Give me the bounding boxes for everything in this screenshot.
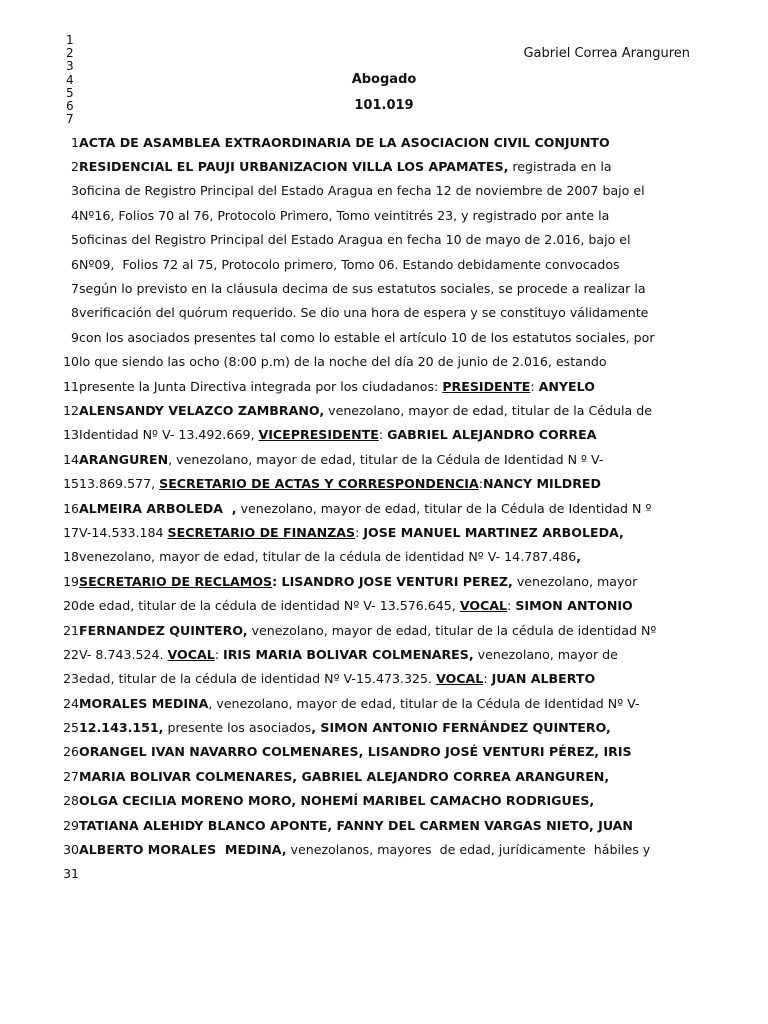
line-number: 21 [63, 622, 79, 638]
role-label: SECRETARIO DE ACTAS Y CORRESPONDENCIA [159, 476, 479, 492]
bold-text: IRIS MARIA BOLIVAR COLMENARES, [223, 646, 474, 662]
text-segment: con los asociados presentes tal como lo estable el artículo 10 de los estatutos sociales, por [79, 329, 655, 345]
line-number: 20 [63, 598, 79, 614]
text-line [60, 667, 690, 691]
header-line-number: 1 [66, 33, 74, 47]
registration-number: 101.019 [354, 98, 414, 113]
header-line-number: 3 [66, 59, 74, 74]
line-text [79, 427, 690, 442]
text-segment: : [214, 646, 224, 662]
text-line [60, 228, 690, 252]
document-body [60, 130, 690, 886]
line-number: 29 [63, 817, 79, 833]
bold-text: RESIDENCIAL EL PAUJI URBANIZACION VILLA LOS APAMATES, [79, 159, 509, 175]
line-text [79, 208, 690, 223]
bold-text: JOSE MANUEL MARTINEZ ARBOLEDA, [363, 524, 624, 540]
text-line [60, 325, 690, 349]
text-segment: según lo previsto en la cláusula decima de sus estatutos sociales, se procede a realizar la [79, 281, 646, 297]
line-number: 11 [63, 378, 79, 394]
line-text [79, 354, 690, 369]
text-line [60, 423, 690, 447]
line-text [79, 671, 690, 686]
line-text [79, 257, 690, 272]
line-number: 10 [63, 354, 79, 370]
bold-text: 12.143.151, [79, 720, 164, 736]
bold-text: , [576, 549, 582, 565]
text-segment: venezolanos, mayores de edad, jurídicamente hábiles y [286, 842, 651, 858]
bold-text: ANYELO [538, 378, 595, 394]
text-segment: Nº16, Folios 70 al 76, Protocolo Primero, Tomo veintitrés 23, y registrado por ante la [79, 207, 610, 223]
text-segment: Identidad Nº V- 13.492.669, [79, 427, 259, 443]
line-number: 23 [63, 671, 79, 687]
line-text [79, 452, 690, 467]
header-line-number: 5 [66, 85, 74, 100]
text-segment: V- 8.743.524. [79, 646, 168, 662]
text-line [60, 837, 690, 861]
bold-text: ACTA DE ASAMBLEA EXTRAORDINARIA DE LA ASOCIACION CIVIL CONJUNTO [79, 134, 610, 150]
bold-text: MORALES MEDINA [79, 695, 209, 711]
line-text [79, 232, 690, 247]
text-line [60, 618, 690, 642]
line-text [79, 379, 690, 394]
text-line [60, 642, 690, 666]
line-text [79, 793, 690, 808]
line-number: 24 [63, 695, 79, 711]
text-line [60, 715, 690, 739]
line-text [79, 476, 690, 491]
text-segment: registrada en la [508, 159, 612, 175]
header-line-number: 6 [66, 98, 74, 113]
line-text [79, 525, 690, 540]
text-segment: presente los asociados [163, 720, 312, 736]
text-segment: , venezolano, mayor de edad, titular de la Cédula de Identidad N º V- [168, 451, 604, 467]
text-line [60, 301, 690, 325]
line-number: 17 [63, 524, 79, 540]
text-segment: 13.869.577, [79, 476, 160, 492]
line-number: 5 [71, 232, 79, 248]
line-number: 6 [71, 256, 79, 272]
line-text [79, 598, 690, 613]
bold-text: FERNANDEZ QUINTERO, [79, 622, 248, 638]
text-line [60, 252, 690, 276]
bold-text: ORANGEL IVAN NAVARRO COLMENARES, LISANDRO JOSÉ VENTURI PÉREZ, IRIS [79, 744, 632, 760]
text-line [60, 179, 690, 203]
text-segment: verificación del quórum requerido. Se dio una hora de espera y se constituyo válidamente [79, 305, 649, 321]
text-line [60, 130, 690, 154]
line-text [79, 696, 690, 711]
role-label: SECRETARIO DE RECLAMOS [79, 573, 273, 589]
line-number: 16 [63, 500, 79, 516]
line-text [79, 842, 690, 857]
line-text [79, 720, 690, 735]
text-segment: : [478, 476, 483, 492]
text-line [60, 862, 690, 886]
text-segment: de edad, titular de la cédula de identidad Nº V- 13.576.645, [79, 598, 460, 614]
text-segment: venezolano, mayor de edad, titular de la cédula de identidad Nº [247, 622, 657, 638]
line-text [79, 744, 690, 759]
text-line [60, 593, 690, 617]
text-segment: venezolano, mayor [512, 573, 638, 589]
line-number: 12 [63, 402, 79, 418]
line-text [79, 403, 690, 418]
text-line [60, 154, 690, 178]
line-number: 4 [71, 207, 79, 223]
bold-text: NANCY MILDRED [482, 476, 601, 492]
line-number: 30 [63, 842, 79, 858]
line-number: 15 [63, 476, 79, 492]
line-text [79, 183, 690, 198]
role-label: VOCAL [436, 671, 484, 687]
text-line [60, 203, 690, 227]
text-segment: : [378, 427, 388, 443]
line-text [79, 647, 690, 662]
text-segment: : [355, 524, 364, 540]
line-number: 28 [63, 793, 79, 809]
text-line [60, 740, 690, 764]
line-text [79, 135, 690, 150]
line-text [79, 281, 690, 296]
text-line [60, 545, 690, 569]
text-line [60, 569, 690, 593]
bold-text: GABRIEL ALEJANDRO CORREA [387, 427, 597, 443]
line-number: 13 [63, 427, 79, 443]
line-text [79, 549, 690, 564]
role-label: PRESIDENTE [442, 378, 531, 394]
text-line [60, 447, 690, 471]
bold-text: TATIANA ALEHIDY BLANCO APONTE, FANNY DEL CARMEN VARGAS NIETO, JUAN [79, 817, 633, 833]
author-name: Gabriel Correa Aranguren [523, 46, 690, 61]
text-segment: : [507, 598, 516, 614]
text-line [60, 789, 690, 813]
text-line [60, 813, 690, 837]
bold-text: ALMEIRA ARBOLEDA , [79, 500, 237, 516]
line-number: 31 [63, 866, 79, 882]
text-segment: venezolano, mayor de edad, titular de la cédula de identidad Nº V- 14.787.486 [79, 549, 577, 565]
header-line-number: 4 [66, 72, 74, 87]
text-line [60, 764, 690, 788]
role-label: VICEPRESIDENTE [258, 427, 379, 443]
text-line [60, 374, 690, 398]
text-line [60, 691, 690, 715]
bold-text: ALENSANDY VELAZCO ZAMBRANO, [79, 402, 325, 418]
text-segment: edad, titular de la cédula de identidad Nº V-15.473.325. [79, 671, 437, 687]
bold-text: ALBERTO MORALES MEDINA, [79, 842, 287, 858]
text-segment: Nº09, Folios 72 al 75, Protocolo primero, Tomo 06. Estando debidamente convocados [79, 256, 620, 272]
line-number: 22 [63, 646, 79, 662]
line-number: 3 [71, 183, 79, 199]
line-number: 1 [71, 134, 79, 150]
text-segment: venezolano, mayor de edad, titular de la Cédula de [324, 402, 652, 418]
line-text [79, 818, 690, 833]
header-line-number: 7 [66, 112, 74, 127]
role-label: VOCAL [459, 598, 508, 614]
line-text [79, 305, 690, 320]
bold-text: MARIA BOLIVAR COLMENARES, GABRIEL ALEJANDRO CORREA ARANGUREN, [79, 768, 610, 784]
text-segment: venezolano, mayor de edad, titular de la Cédula de Identidad N º [236, 500, 652, 516]
text-segment: presente la Junta Directiva integrada por los ciudadanos: [79, 378, 443, 394]
role-label: VOCAL [167, 646, 215, 662]
line-number: 2 [71, 159, 79, 175]
text-line [60, 350, 690, 374]
text-segment: oficina de Registro Principal del Estado Aragua en fecha 12 de noviembre de 2007 bajo el [79, 183, 645, 199]
line-text [79, 574, 690, 589]
line-text [79, 159, 690, 174]
line-number: 9 [71, 329, 79, 345]
text-line [60, 496, 690, 520]
line-number: 14 [63, 451, 79, 467]
bold-text: JUAN ALBERTO [491, 671, 596, 687]
line-number: 19 [63, 573, 79, 589]
line-text [79, 501, 690, 516]
line-text [79, 769, 690, 784]
line-text [79, 623, 690, 638]
header-line-number: 2 [66, 46, 74, 61]
text-segment: V-14.533.184 [79, 524, 168, 540]
bold-text: SIMON ANTONIO [515, 598, 633, 614]
role-label: SECRETARIO DE FINANZAS [167, 524, 356, 540]
profession-title: Abogado [351, 72, 417, 87]
bold-text: : LISANDRO JOSE VENTURI PEREZ, [272, 573, 513, 589]
text-segment: : [530, 378, 539, 394]
text-segment: , venezolano, mayor de edad, titular de la Cédula de Identidad Nº V- [208, 695, 640, 711]
text-line [60, 471, 690, 495]
text-segment: : [483, 671, 492, 687]
line-number: 18 [63, 549, 79, 565]
text-line [60, 520, 690, 544]
line-number: 8 [71, 305, 79, 321]
text-segment: venezolano, mayor de [473, 646, 618, 662]
bold-text: OLGA CECILIA MORENO MORO, NOHEMÍ MARIBEL CAMACHO RODRIGUES, [79, 793, 595, 809]
line-number: 7 [71, 281, 79, 297]
text-line [60, 398, 690, 422]
bold-text: ARANGUREN [79, 451, 169, 467]
line-number: 25 [63, 720, 79, 736]
line-number: 26 [63, 744, 79, 760]
text-segment: oficinas del Registro Principal del Estado Aragua en fecha 10 de mayo de 2.016, bajo el [79, 232, 631, 248]
line-text [79, 330, 690, 345]
bold-text: , SIMON ANTONIO FERNÁNDEZ QUINTERO, [311, 720, 611, 736]
line-number: 27 [63, 768, 79, 784]
text-segment: lo que siendo las ocho (8:00 p.m) de la noche del día 20 de junio de 2.016, estando [79, 354, 607, 370]
text-line [60, 276, 690, 300]
